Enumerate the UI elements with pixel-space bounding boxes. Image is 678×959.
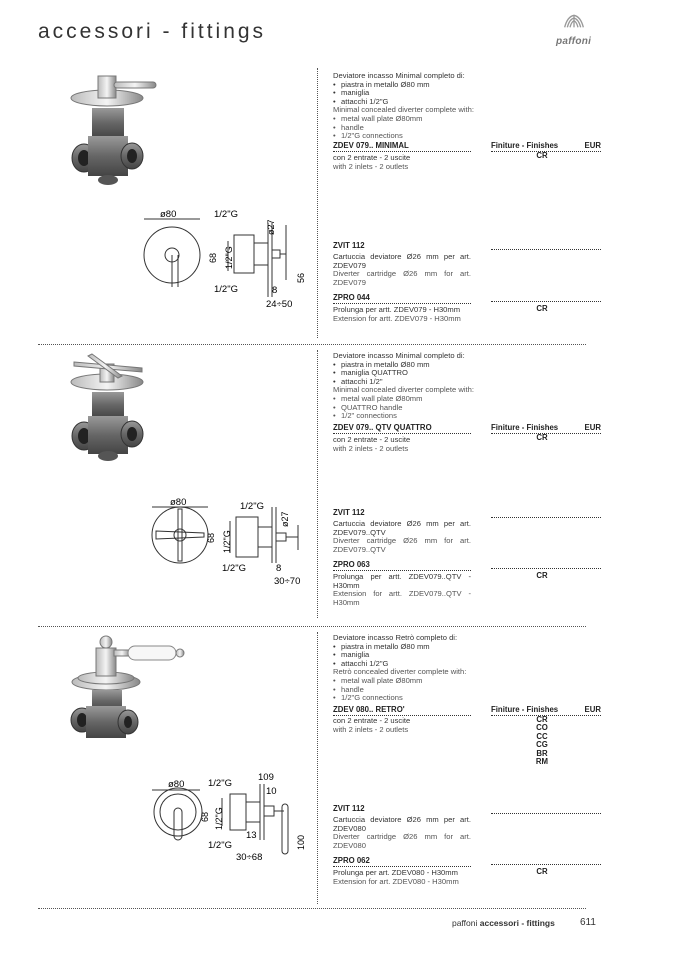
part-description: Cartuccia deviatore Ø26 mm per art. ZDEV079..QTV Diverter cartridge Ø26 mm for art. ZDEV079..QTV <box>333 519 471 554</box>
dim-label: 10 <box>266 786 277 797</box>
finish-code: CR <box>536 571 548 580</box>
part-description: Prolunga per artt. ZDEV079 - H30mm Extension for artt. ZDEV079 - H30mm <box>333 305 461 323</box>
dim-label: 68 <box>206 532 216 543</box>
footer-brand: paffoni <box>452 918 478 928</box>
dim-label: 1/2"G <box>224 246 234 269</box>
dim-label: 1/2"G <box>240 501 264 512</box>
dim-label: ø80 <box>170 497 187 508</box>
finish-list <box>534 716 550 766</box>
part-code: ZPRO 063 <box>333 560 471 571</box>
part-code: ZVIT 112 <box>333 804 365 813</box>
logo-text: paffoni <box>556 36 592 47</box>
product-code: ZDEV 079.. MINIMAL <box>333 141 471 152</box>
section-divider <box>38 626 586 627</box>
dim-label: 56 <box>296 272 306 283</box>
dim-label: 1/2"G <box>222 563 246 574</box>
page-number: 611 <box>580 917 596 928</box>
dim-label: 1/2"G <box>208 840 232 851</box>
footer <box>452 918 555 928</box>
dim-label: 1/2"G <box>214 209 238 220</box>
part-code: ZVIT 112 <box>333 241 365 250</box>
dim-label: ø27 <box>266 219 276 235</box>
inlets-info: con 2 entrate - 2 uscite with 2 inlets - 2 outlets <box>333 716 411 734</box>
part-code: ZPRO 044 <box>333 293 471 304</box>
product-photo-minimal <box>62 70 162 190</box>
part-code: ZPRO 062 <box>333 856 471 867</box>
technical-drawing-retro <box>150 770 320 870</box>
part-description: Prolunga per artt. ZDEV079..QTV - H30mm Extension for artt. ZDEV079..QTV - H30mm <box>333 572 471 607</box>
dim-label: 1/2"G <box>222 530 232 553</box>
technical-drawing-minimal <box>136 205 316 315</box>
dim-label: 8 <box>276 563 282 574</box>
dim-label: 109 <box>258 772 274 783</box>
finish-code: BR <box>536 748 548 758</box>
finishes-header: Finiture - Finishes EUR <box>491 705 601 714</box>
dim-label: 68 <box>208 252 218 263</box>
dim-label: 30÷70 <box>274 576 301 587</box>
finish-code: CR <box>536 867 548 876</box>
product-code: ZDEV 079.. QTV QUATTRO <box>333 423 471 434</box>
product-description: Deviatore incasso Minimal completo di: • piastra in metallo Ø80 mm • maniglia QUATTRO • attacchi 1/2" Minimal concealed diverter complete with: • metal wall plate Ø80mm • QUATTRO handle • 1/2" connections <box>333 352 483 421</box>
finish-code: CR <box>536 304 548 313</box>
dim-label: 1/2"G <box>208 778 232 789</box>
product-photo-retro <box>64 634 188 746</box>
dim-label: 68 <box>200 811 210 822</box>
inlets-info: con 2 entrate - 2 uscite with 2 inlets - 2 outlets <box>333 435 411 453</box>
finish-code: CG <box>536 740 548 750</box>
finish-code: RM <box>535 757 549 767</box>
paffoni-logo-icon <box>556 14 592 38</box>
dim-label: 24÷50 <box>266 299 293 310</box>
footer-section: accessori - fittings <box>479 918 555 928</box>
part-description: Cartuccia deviatore Ø26 mm per art. ZDEV079 Diverter cartridge Ø26 mm for art. ZDEV079 <box>333 252 471 287</box>
dim-label: 100 <box>296 834 306 850</box>
part-description: Cartuccia deviatore Ø26 mm per art. ZDEV080 Diverter cartridge Ø26 mm for art. ZDEV080 <box>333 815 471 850</box>
dim-label: 8 <box>272 285 278 296</box>
part-description: Prolunga per art. ZDEV080 - H30mm Extension for art. ZDEV080 - H30mm <box>333 868 459 886</box>
finish-code: CC <box>536 731 548 741</box>
finish-code: CO <box>536 723 548 733</box>
finishes-header: Finiture - Finishes EUR <box>491 423 601 432</box>
dim-label: 1/2"G <box>214 284 238 295</box>
finish-code: CR <box>536 151 548 160</box>
product-photo-quattro <box>62 352 162 462</box>
dim-label: ø27 <box>280 511 290 527</box>
finishes-header: Finiture - Finishes EUR <box>491 141 601 150</box>
section-divider <box>38 908 586 909</box>
section-divider <box>38 344 586 345</box>
dim-label: 1/2"G <box>214 807 224 830</box>
product-code: ZDEV 080.. RETRO' <box>333 705 471 716</box>
product-description: Deviatore incasso Retrò completo di: • piastra in metallo Ø80 mm • maniglia • attacchi 1/2"G Retrò concealed diverter complete with: • metal wall plate Ø80mm • handle • 1/2"G connections <box>333 634 483 703</box>
dim-label: 13 <box>246 830 257 841</box>
part-code: ZVIT 112 <box>333 508 365 517</box>
page-title: accessori - fittings <box>38 20 267 43</box>
finish-code: CR <box>536 433 548 442</box>
dim-label: ø80 <box>168 779 185 790</box>
dim-label: 30÷68 <box>236 852 263 863</box>
technical-drawing-quattro <box>150 495 320 595</box>
finish-code: CR <box>536 715 548 724</box>
inlets-info: con 2 entrate - 2 uscite with 2 inlets - 2 outlets <box>333 153 411 171</box>
product-description: Deviatore incasso Minimal completo di: • piastra in metallo Ø80 mm • maniglia • attacchi 1/2"G Minimal concealed diverter complete with: • metal wall plate Ø80mm • handle • 1/2"G connections <box>333 72 483 141</box>
dim-label: ø80 <box>160 209 177 220</box>
